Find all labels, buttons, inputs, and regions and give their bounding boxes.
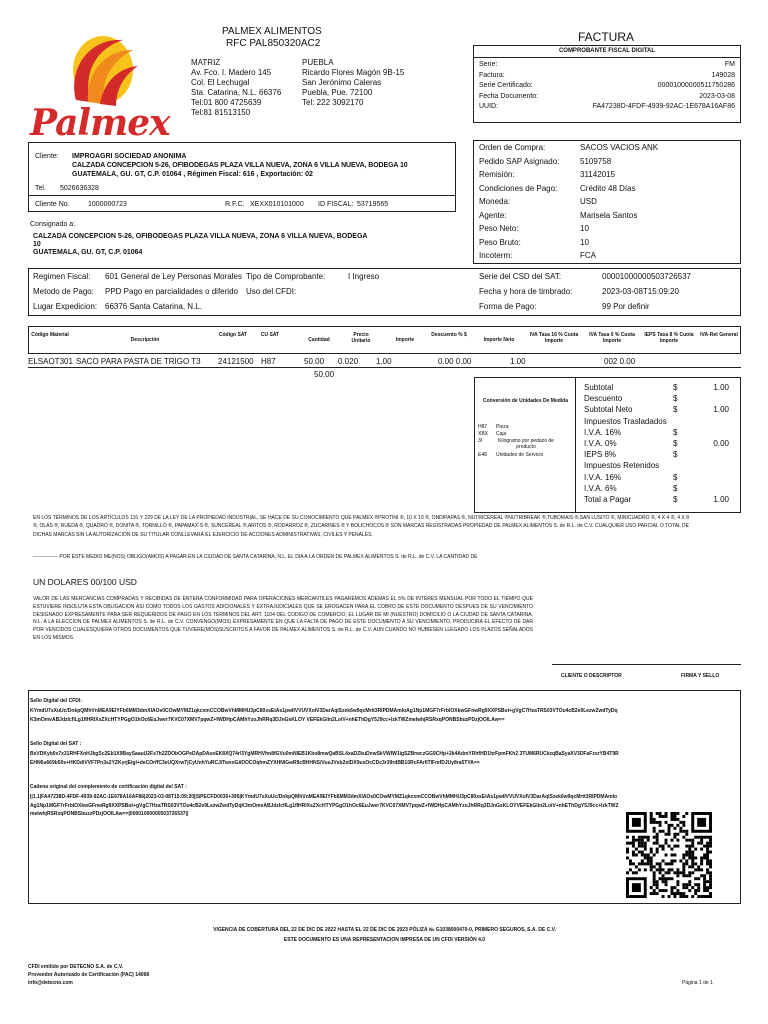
tipo-value: I Ingreso (348, 272, 380, 281)
cell-cantidad-extra: 50.00 (314, 370, 335, 379)
puebla-line: Ricardo Flores Magón 9B-15 (302, 68, 405, 77)
total-label: I.V.A. 16% (584, 427, 622, 437)
client-address-2: GUATEMALA, GU. GT, C.P. 01064 , Régimen Fiscal: 616 , Exportación: 02 (72, 171, 313, 178)
sat-stamp-label: Sello Digital del SAT : (30, 741, 82, 747)
total-label: Descuento (584, 394, 623, 404)
total-label: I.V.A. 0% (584, 438, 617, 448)
puebla-line: San Jerónimo Caleras (302, 78, 382, 87)
col-header: IEPS Tasa 8 % Cuota Importe (644, 332, 694, 344)
puebla-address (302, 58, 404, 108)
field-value: 149028 (711, 71, 735, 79)
field-label: UUID: (479, 103, 499, 110)
regimen-value: 601 General de Ley Personas Morales (105, 272, 242, 281)
field-label: Remisión: (479, 170, 515, 179)
email-link[interactable]: info@detecno.com (28, 980, 73, 986)
currency-symbol: $ (673, 394, 678, 404)
issuer-name: PALMEX ALIMENTOS (222, 26, 322, 37)
matriz-line: Col. El Lechugal (191, 78, 250, 87)
table-row (28, 357, 741, 367)
currency-symbol: $ (673, 427, 678, 437)
currency-symbol: $ (673, 472, 678, 482)
field-value: 10 (580, 237, 589, 247)
client-label: Cliente: (35, 153, 59, 160)
currency-symbol: $ (673, 494, 678, 504)
total-label: I.V.A. 6% (584, 483, 617, 493)
unit-desc: Pieza (496, 424, 509, 430)
client-number: 1000000723 (88, 201, 127, 208)
total-value (693, 450, 729, 461)
col-header: CU SAT (260, 332, 280, 338)
matriz-address (191, 58, 281, 118)
vigencia-text: VIGENCIA DE COBERTURA DEL 22 DE DIC DE 2022 HASTA EL 22 DE DIC DE 2023 PÓLIZA № G1038000470-0, PRIMERO SEGUROS, S.A. DE C.V. (213, 927, 556, 933)
pagare-text: --------------- POR ESTE MEDIO ME(NOS) OBLIGO(AMOS) A PAGAR EN LA CIUDAD DE SANTA CATARINA, N.L. EL DIA A LA ORDEN DE PALMEX ALIMENTOS S. de R.L. de C.V. LA CANTIDAD DE (33, 554, 478, 560)
lugar-label: Lugar Expedicion: (33, 302, 98, 311)
uso-label: Uso del CFDI: (246, 287, 297, 296)
unit-desc: Kilogramo por pedazo de producto (498, 438, 554, 450)
puebla-line: Tel: 222 3092170 (302, 98, 364, 107)
divider (575, 377, 576, 513)
currency-symbol: $ (673, 405, 678, 415)
palmex-logo-text: Palmex (30, 102, 170, 144)
matriz-line: Tel:01 800 4725639 (191, 98, 262, 107)
matriz-line: Sta. Catarina, N.L. 66376 (191, 88, 282, 97)
col-header: IVA Tasa 16 % Cuota Importe (529, 332, 579, 344)
cell-codigo-sat: 24121500 (218, 357, 254, 366)
matriz-line: Av. Fco. I. Madero 145 (191, 68, 272, 77)
unit-desc: Caja (496, 431, 507, 437)
total-label: Subtotal (584, 383, 614, 392)
consignado-city: GUATEMALA, GU. GT, C.P. 01064 (33, 249, 143, 256)
lugar-value: 66376 Santa Catarina, N.L. (105, 302, 202, 311)
field-value: USD (580, 197, 597, 206)
puebla-title: PUEBLA (302, 58, 334, 67)
divider (28, 195, 456, 196)
field-label: Agente: (479, 210, 507, 220)
client-address: CALZADA CONCEPCION 5-26, OFIBODEGAS PLAZA VILLA NUEVA, ZONA 6 VILLA NUEVA, BODEGA 10 (72, 162, 408, 169)
divider (473, 57, 741, 58)
qr-code-icon (626, 812, 712, 898)
regimen-label: Regimen Fiscal: (33, 272, 91, 281)
client-rfc: XEXX010101000 (250, 201, 304, 208)
factura-subtitle: COMPROBANTE FISCAL DIGITAL (558, 48, 656, 54)
total-value: 0.00 (713, 438, 729, 448)
total-label: Subtotal Neto (584, 405, 633, 415)
client-rfc-label: R.F.C. (225, 201, 245, 208)
field-label: Peso Neto: (479, 224, 519, 233)
matriz-title: MATRIZ (191, 58, 221, 67)
client-idfiscal: 53719565 (357, 201, 389, 208)
cell-cu-sat: H87 (261, 357, 276, 366)
metodo-value: PPD Pago en parcialidades o diferido (105, 287, 238, 296)
field-value: FM (724, 61, 735, 68)
firma-signature-label: FIRMA Y SELLO (681, 673, 720, 679)
representacion-text: ESTE DOCUMENTO ES UNA REPRESENTACION IMPRESA DE UN CFDI VERSIÓN 4.0 (283, 937, 486, 943)
field-label: Factura: (479, 71, 505, 79)
client-idfiscal-label: ID FISCAL: (318, 201, 354, 208)
total-label: Impuestos Retenidos (584, 461, 660, 471)
puebla-line: Puebla, Pue. 72100 (302, 88, 373, 97)
currency-symbol: $ (673, 383, 678, 392)
cell-cantidad: 50.00 (304, 357, 325, 366)
cell-iva0: 002 0.00 (604, 357, 636, 366)
total-value (693, 394, 729, 405)
issuer-rfc: RFC PAL850320AC2 (226, 38, 321, 49)
matriz-line: Tel:81 81513150 (191, 108, 251, 117)
amount-in-words: UN DOLARES 00/100 USD (33, 577, 137, 587)
total-label: I.V.A. 16% (584, 472, 622, 482)
col-header: Descuento % $ (431, 332, 467, 338)
unit-code: H87 (478, 424, 488, 430)
unit-code: 3I (478, 438, 483, 444)
tipo-label: Tipo de Comprobante: (246, 272, 326, 281)
field-label: Condiciones de Pago: (479, 183, 558, 193)
field-label: Fecha Documento: (479, 92, 539, 100)
col-header: Código Material (31, 332, 69, 338)
consignado-label: Consignado a: (30, 221, 76, 228)
field-value: 5109758 (580, 156, 612, 166)
field-value: Crédito 48 Días (580, 183, 636, 193)
field-value: FCA (580, 251, 596, 260)
forma-pago-label: Forma de Pago: (479, 302, 537, 311)
unit-code: XBX (478, 431, 489, 437)
timbrado-label: Fecha y hora de timbrado: (479, 287, 573, 296)
total-value (693, 484, 729, 495)
cell-descuento: 0.00 0.00 (438, 357, 472, 366)
consignado-address: CALZADA CONCEPCION 5-26, OFIBODEGAS PLAZA VILLA NUEVA, ZONA 6 VILLA NUEVA, BODEGA (33, 233, 368, 240)
client-name: IMPROAGRI SOCIEDAD ANONIMA (72, 153, 187, 160)
total-value (693, 473, 729, 484)
col-header: Precio Unitario (351, 332, 371, 344)
col-header: Código SAT (218, 332, 248, 338)
cell-importe-neto: 1.00 (510, 357, 526, 366)
col-header: Importe (395, 337, 415, 343)
total-value: 1.00 (713, 405, 729, 415)
col-header: Descripción (130, 337, 160, 343)
cell-codigo: ELSAOT301 (28, 357, 73, 366)
cfdi-stamp: KYmdU7sXuUc/DnkpQMhVnMEA9EIYFb6MM3dmXIAOs0COwMYMZ1qkcxmCCOBwVhMMHU3pC80xsEtAs1pwIIVVUVXoIV3DarAqISzek6w9qcMrtt3RIPDMAmIoAg1Np1MGF7rFrbIOXkwGFnwRg9XXPSBut+gVgC7HzaTRS03VTOu4cB2e9LezwZwdTyDqK3mOmvABJdzIcflLg1fIHRIXsZXcHTYPGgO1hOc6EuJwer7KVC07XMV7pqwZ+fWDHpCAMhYzoJhRRq3DJnGsKLOY VEFEkGlin2LoiV+nhEThDgY5J9cc+lzkTWZmeIwhjRSRxqPONBSbuzPDzjOOlLAw== (30, 708, 618, 723)
col-header: Importe Neto (483, 337, 515, 343)
legal-text: EN LOS TÉRMINOS DE LOS ARTÍCULOS 131 Y 229 DE LA LEY DE LA PROPIEDAD INDUSTRIAL, SE HACE DE SU CONOCIMIENTO QUE PALMEX ®PROTINI ®, 10 X 10 ®, ONDIPAPAS ®, NUTRICEREAL ®NUTRIBREAK ®,TUBOMAIS ®,SAN LUSITO ®, MINICUADRO ®, 4 X 4 ®, 4 X 8 ®, OLAS ®, RUEDA ®, QUADRO ®, DONITA ®, TORNILLO ®, PAPAMAX´S ®, SUNCEREAL ®,ARITOS ®, RODARROZ ®, ZUCARINES ® Y BOLICHOCOS ® SON MARCAS REGISTRADAS PROPIEDAD DE PALMEX ALIMENTOS S. de R.L. de C.V. CUALQUIER USO PARCIAL O TOTAL DE DICHAS MARCAS SIN LA AUTORIZACIÓN DE SU TITULAR CONLLEVARÁ EL EJERCICIO DE ACCIONES ADMINISTRATIVAS, CIVILES Y PENALES. (33, 515, 689, 538)
total-label: IEPS 8% (584, 450, 617, 460)
field-label: Moneda: (479, 197, 511, 206)
client-number-label: Cliente No. (35, 201, 70, 208)
factura-fields (479, 60, 735, 113)
proveedor-text: Proveedor Autorizado de Certificación (PAC) 14068 (28, 972, 150, 978)
metodo-label: Metodo de Pago: (33, 287, 94, 296)
cfdi-stamp-label: Sello Digital del CFDI: (30, 698, 82, 704)
cliente-signature-label: CLIENTE O DESCRIPTOR (561, 673, 622, 679)
cadena-label: Cadena original del complemento de certificación digital del SAT : (30, 784, 187, 790)
field-label: Pedido SAP Asignado: (479, 156, 560, 166)
field-label: Serie: (479, 61, 498, 68)
total-label: Impuestos Trasladados (584, 416, 667, 426)
signature-line (552, 664, 741, 665)
cell-descripcion: SACO PARA PASTA DE TRIGO T3 (76, 357, 201, 366)
field-label: Serie Certificado: (479, 82, 533, 89)
field-value: 10 (580, 224, 589, 233)
client-tel-label: Tel. (35, 185, 46, 192)
totals-list (584, 383, 734, 506)
col-header: Cantidad (308, 337, 330, 343)
factura-title: FACTURA (578, 30, 635, 44)
field-value: SACOS VACIOS ANK (580, 143, 659, 152)
field-value: 31142015 (580, 170, 615, 179)
total-label: Total a Pagar (584, 494, 632, 504)
forma-pago-value: 99 Por definir (602, 302, 650, 311)
units-title: Conversión de Unidades De Medida (482, 398, 569, 404)
total-value: 1.00 (713, 383, 729, 392)
field-value: 2023-03-08 (699, 92, 735, 100)
cadena-original: ||1.1|FA47238D-4FDF-4939-92AC-1E678A16AF86|2023-03-08T15:09:20||SPECFD0030+395|KYmdU7sXuUc/DnkpQMhVnMEA9EIYFb6MM3dmXIAOs0COwMYMZ1qkcxmCCOBwVhMMHU3pC80xsEtAs1pwIIVVUVXoIV3DarAqISzek6w9qcMrtt3RIPDMAmIoAg1Np1MGF7rFrbIOXkwGFnwRg9XXPSBut+gVgC7HzaTRS03VTOu4cB2e9LezwZwdTyDqK3mOmvABJdzIcflLg1fIHRIXsZXcHTYPGgO1hOc6EuJwer7KVC07XMV7pqwZ+fWDHpCAMhYzoJhRRq3DJnGsKLOYVEFEkGlin2LoiV+nhEThDgY5J9cc+lzkTWZmeIwhjRSRxqPONBSbuzzPDzjOOlLAw==|00001000000503726537|| (30, 794, 619, 818)
field-label: Orden de Compra: (479, 143, 546, 152)
cell-precio: 0.020 (338, 357, 359, 366)
field-value: FA47238D-4FDF-4939-92AC-1E678A16AF86 (592, 103, 735, 110)
currency-symbol: $ (673, 483, 678, 493)
col-header: IVA Tasa 0 % Cuota Importe (589, 332, 635, 344)
serie-csd-value: 00001000000503726537 (602, 272, 691, 281)
field-value: 00001000000511750286 (657, 82, 735, 89)
cell-importe: 1.00 (376, 357, 392, 366)
currency-symbol: $ (673, 438, 678, 448)
page-number: Página 1 de 1 (682, 980, 713, 986)
total-value (693, 428, 729, 439)
timbrado-value: 2023-03-08T15:09:20 (602, 287, 679, 296)
unit-code: E48 (478, 452, 487, 458)
field-label: Incoterm: (479, 251, 513, 260)
emitido-text: CFDI emitido por DETECNO S.A. de C.V. (28, 964, 124, 970)
serie-csd-label: Serie del CSD del SAT: (479, 272, 562, 281)
field-value: Marisela Santos (580, 210, 638, 220)
consignado-bodega: 10 (33, 241, 41, 248)
sat-stamp: BsVDKyb0x7x31RHFXnHJkgSc2Eb1X9BaySaauU2Fs7h2ZDObOGPeDApDAuvEK8XQ74r/3YgMRHVhn8fGVu0mNIEB1Kbo8mwQaBSL4xaDZkuDnwSkVWIW1igSZBrwczGG9CHp+2k4AdmYRhfHD1hrFpmFKh2 3TUM6RUCkzqBaSyaXV3DFaFzsrYB4T9REHN6u669b50s+HKDdiVVF7Pn3s2YZKyrjEigl+deCOrffC3eUQXrwTjCyUnhYuRCJ/TwxoGiiDOCOqhmZYXHNIGwR9cBHHNS/VuuJVsb2oIDX9usOcCDc3r39rdBB10RcFArIITIFmfDJUy8ra5TYA== (30, 751, 619, 766)
total-value: 1.00 (713, 494, 729, 504)
units-list (478, 424, 573, 459)
client-tel: 5026636328 (60, 185, 99, 192)
divider (28, 367, 741, 368)
col-header: IVA-Ret General (700, 332, 738, 338)
currency-symbol: $ (673, 450, 678, 460)
unit-desc: Unidades de Servicio (496, 452, 544, 458)
order-fields (479, 143, 658, 265)
palmex-logo (28, 30, 170, 145)
field-label: Peso Bruto: (479, 237, 521, 247)
valor-text: VALOR DE LAS MERCANCIAS COMPRADAS Y RECIBIDAS DE ENTERA CONFORMIDAD PARA OPERACIONES MERCANTILES PAGAREMOS ADEMAS EL 5% DE INTERES MENSUAL POR TODO EL TIEMPO QUE ESTUVIERE INSOLUTA ESTA OBLIGACION ASI COMO TODOS LOS GASTOS ADICIONALES Y EXTRAJUDICIALES QUE SE EROGACEN PARA EL COBRO DE ESTE DOCUMENTO DESPUES DE SU VENCIMIENTO DESIGNADO EXPRESAMENTE PARA SER REQUERIDOS DE PAGO EN LOS TERMINOS DEL ART. 1104 DEL CODIGO DE COMERCIO, EL LUGAR DE MI (NUESTRO) DOMICILIO O LA CIUDAD DE SANTA CATARINA, N.L. A LA ELECCION DE PALMEX ALIMENTOS S. de R.L. de C.V. CONVENGO(IMOS) EXPRESAMENTE EN QUE LA FALTA DE PAGO DE ESTE DOCUMENTO A SU VENCIMIENTO, PRODUCIRA EL EFECTO DE DAR POR VENCIDOS CUALESQUIERA OTROS DOCUMENTOS QUE TUVIERE(MOS)SUSCRITOS A FAVOR DE PALMEX ALIMENTOS S. de R.L. de C.V. AUN CUANDO NO HUBIESEN LLEGADO LOS PLAZOS SEÑALADOS EN LOS MISMOS. (33, 596, 533, 641)
